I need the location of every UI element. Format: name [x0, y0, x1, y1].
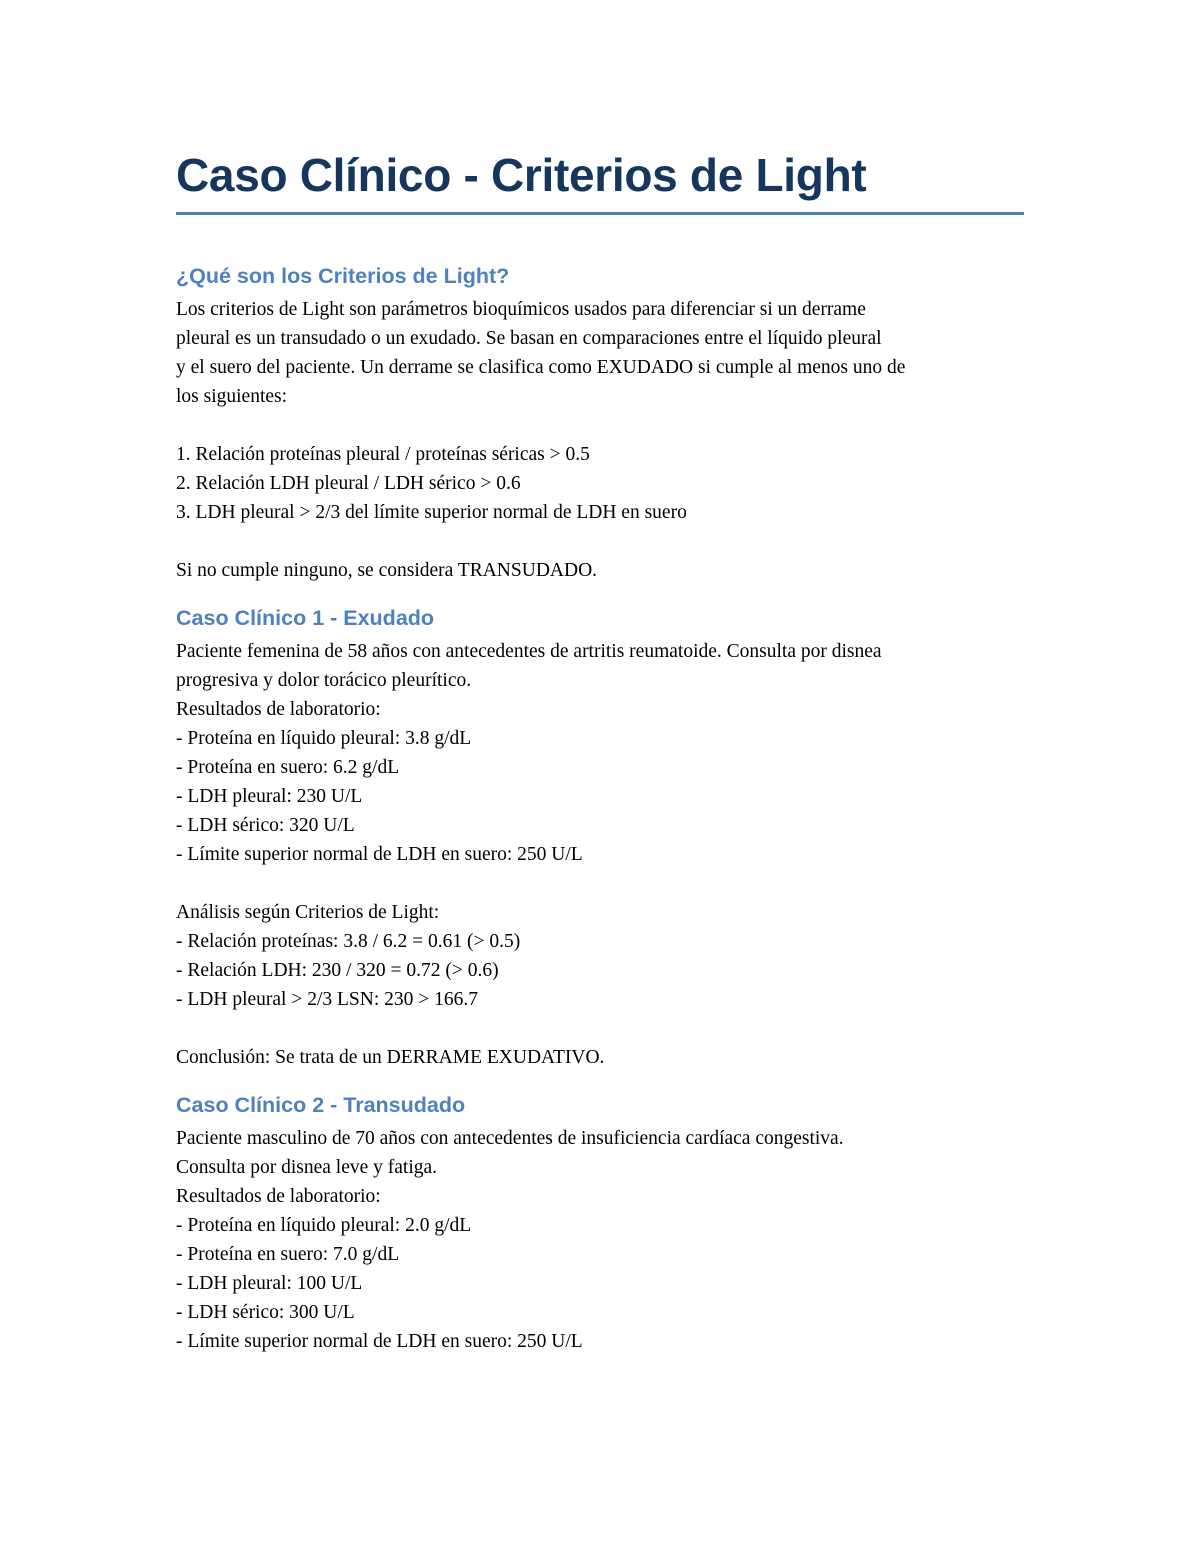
case1-analysis-item: - Relación proteínas: 3.8 / 6.2 = 0.61 (> 0.5)	[176, 931, 521, 952]
case2-lab-item: - Proteína en suero: 7.0 g/dL	[176, 1244, 400, 1265]
case1-labs-title: Resultados de laboratorio:	[176, 699, 381, 720]
case1-description-line: progresiva y dolor torácico pleurítico.	[176, 670, 472, 691]
case1-lab-item: - LDH sérico: 320 U/L	[176, 815, 355, 836]
case2-lab-item: - Proteína en líquido pleural: 2.0 g/dL	[176, 1215, 472, 1236]
case2-description-line: Paciente masculino de 70 años con antecedentes de insuficiencia cardíaca congestiva.	[176, 1128, 844, 1149]
case2-lab-item: - Límite superior normal de LDH en suero: 250 U/L	[176, 1331, 583, 1352]
criteria-item: 1. Relación proteínas pleural / proteínas séricas > 0.5	[176, 444, 590, 465]
intro-heading: ¿Qué son los Criterios de Light?	[176, 264, 510, 288]
case1-lab-item: - Proteína en líquido pleural: 3.8 g/dL	[176, 728, 472, 749]
case1-lab-item: - Proteína en suero: 6.2 g/dL	[176, 757, 400, 778]
spacer	[176, 215, 1026, 261]
intro-line: Los criterios de Light son parámetros bioquímicos usados para diferenciar si un derrame	[176, 299, 866, 320]
case1-analysis-title: Análisis según Criterios de Light:	[176, 902, 440, 923]
intro-section	[176, 295, 1026, 585]
criteria-item: 3. LDH pleural > 2/3 del límite superior normal de LDH en suero	[176, 502, 687, 523]
case1-section	[176, 637, 1026, 1072]
case1-analysis-item: - LDH pleural > 2/3 LSN: 230 > 166.7	[176, 989, 479, 1010]
intro-line: pleural es un transudado o un exudado. Se basan en comparaciones entre el líquido pleural	[176, 328, 882, 349]
criteria-item: 2. Relación LDH pleural / LDH sérico > 0.6	[176, 473, 521, 494]
case2-lab-item: - LDH sérico: 300 U/L	[176, 1302, 355, 1323]
case1-lab-item: - Límite superior normal de LDH en suero: 250 U/L	[176, 844, 583, 865]
case1-heading: Caso Clínico 1 - Exudado	[176, 606, 435, 630]
intro-closing: Si no cumple ninguno, se considera TRANSUDADO.	[176, 560, 598, 581]
case1-lab-item: - LDH pleural: 230 U/L	[176, 786, 363, 807]
case2-section	[176, 1124, 1026, 1356]
case1-conclusion: Conclusión: Se trata de un DERRAME EXUDATIVO.	[176, 1047, 605, 1068]
case2-heading: Caso Clínico 2 - Transudado	[176, 1093, 466, 1117]
case2-lab-item: - LDH pleural: 100 U/L	[176, 1273, 363, 1294]
case1-description-line: Paciente femenina de 58 años con antecedentes de artritis reumatoide. Consulta por disnea	[176, 641, 882, 662]
intro-line: los siguientes:	[176, 386, 288, 407]
case2-labs-title: Resultados de laboratorio:	[176, 1186, 381, 1207]
intro-line: y el suero del paciente. Un derrame se clasifica como EXUDADO si cumple al menos uno de	[176, 357, 906, 378]
case1-analysis-item: - Relación LDH: 230 / 320 = 0.72 (> 0.6)	[176, 960, 499, 981]
case2-description-line: Consulta por disnea leve y fatiga.	[176, 1157, 438, 1178]
document-title: Caso Clínico - Criterios de Light	[176, 149, 867, 201]
document-content	[176, 146, 1026, 1356]
